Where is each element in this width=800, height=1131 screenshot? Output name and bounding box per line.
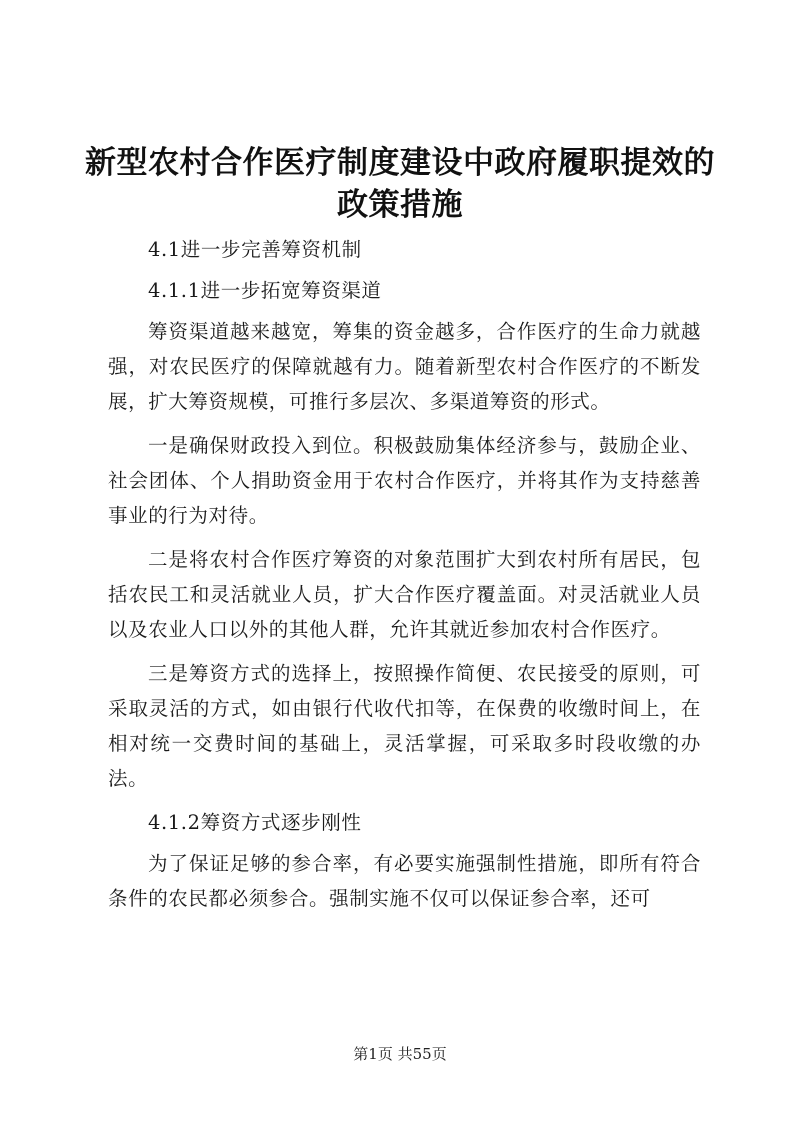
paragraph: 三是筹资方式的选择上，按照操作简便、农民接受的原则，可采取灵活的方式，如由银行代收代扣等，在保费的收缴时间上，在相对统一交费时间的基础上，灵活掌握，可采取多时段收缴的办法。 bbox=[108, 662, 701, 790]
section-heading: 4.1进一步完善筹资机制 bbox=[148, 238, 362, 261]
subsection-heading: 4.1.1进一步拓宽筹资渠道 bbox=[148, 279, 382, 302]
document-body bbox=[108, 232, 701, 925]
document-title: 新型农村合作医疗制度建设中政府履职提效的政策措施 bbox=[85, 145, 715, 223]
subsection-heading: 4.1.2筹资方式逐步刚性 bbox=[148, 811, 362, 834]
paragraph: 筹资渠道越来越宽，筹集的资金越多，合作医疗的生命力就越强，对农民医疗的保障就越有力。随着新型农村合作医疗的不断发展，扩大筹资规模，可推行多层次、多渠道筹资的形式。 bbox=[108, 320, 701, 413]
paragraph: 为了保证足够的参合率，有必要实施强制性措施，即所有符合条件的农民都必须参合。强制实施不仅可以保证参合率，还可 bbox=[108, 852, 701, 910]
paragraph: 一是确保财政投入到位。积极鼓励集体经济参与，鼓励企业、社会团体、个人捐助资金用于农村合作医疗，并将其作为支持慈善事业的行为对待。 bbox=[108, 434, 701, 527]
page-number: 第1页 共55页 bbox=[353, 1045, 447, 1063]
paragraph: 二是将农村合作医疗筹资的对象范围扩大到农村所有居民，包括农民工和灵活就业人员，扩大合作医疗覆盖面。对灵活就业人员以及农业人口以外的其他人群，允许其就近参加农村合作医疗。 bbox=[108, 548, 701, 641]
